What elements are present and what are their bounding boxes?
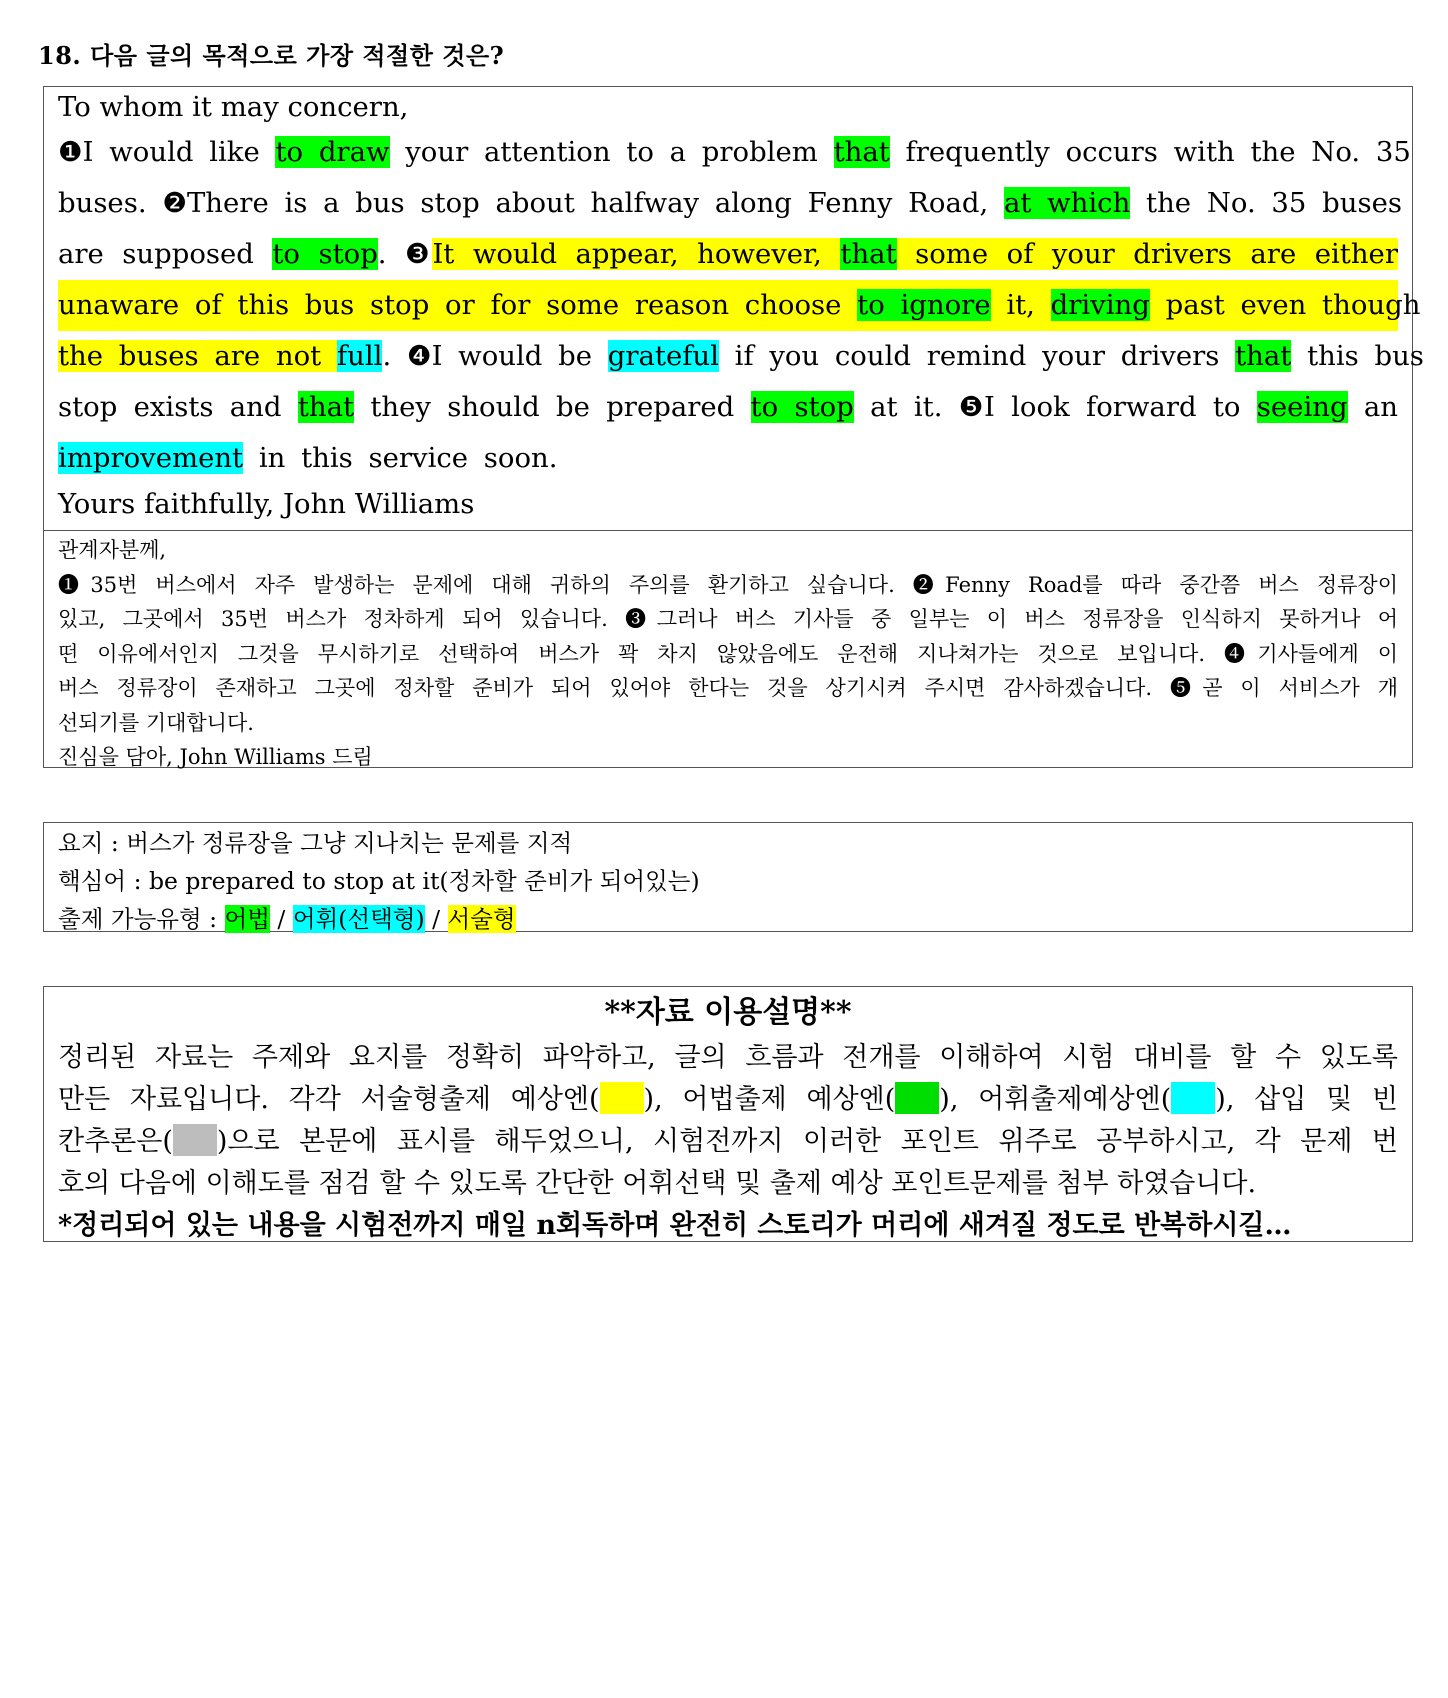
passage-line bbox=[58, 331, 1424, 382]
writing-highlight: the buses are not bbox=[58, 340, 337, 372]
question-types bbox=[58, 900, 1398, 938]
salutation: To whom it may concern, bbox=[58, 91, 409, 123]
translation-salutation: 관계자분께, bbox=[58, 538, 167, 562]
guide-note: *정리되어 있는 내용을 시험전까지 매일 n회독하며 완전히 스토리가 머리에 새겨질 정도로 반복하시길… bbox=[58, 1210, 1292, 1241]
guide-line bbox=[58, 1121, 1398, 1163]
translation-line: ❶35번 버스에서 자주 발생하는 문제에 대해 귀하의 주의를 환기하고 싶습니다. ❷Fenny Road를 따라 중간쯤 버스 정류장이 bbox=[58, 572, 1398, 597]
sentence-number: ❷ bbox=[162, 187, 187, 219]
passage-line bbox=[58, 229, 1398, 280]
separator: / bbox=[424, 905, 448, 933]
type-writing: 서술형 bbox=[447, 905, 516, 933]
text: ), 어법출제 예상엔( bbox=[643, 1084, 896, 1115]
sentence-number: ❸ bbox=[405, 238, 433, 270]
gist: 요지 : 버스가 정류장을 그냥 지나치는 문제를 지적 bbox=[58, 829, 573, 857]
separator: / bbox=[269, 905, 293, 933]
sentence-number: ❹ bbox=[406, 340, 432, 372]
closing: Yours faithfully, John Williams bbox=[58, 488, 475, 520]
grammar-highlight: to stop bbox=[750, 391, 854, 423]
text: if you could remind your drivers bbox=[718, 340, 1236, 372]
text: in this service soon. bbox=[243, 442, 558, 474]
text: unaware of this bus stop or for some reason choose bbox=[58, 289, 858, 321]
guide-title: **자료 이용설명** bbox=[604, 995, 852, 1030]
text: 만든 자료입니다. 각각 서술형출제 예상엔( bbox=[58, 1084, 600, 1115]
translation-line: 선되기를 기대합니다. bbox=[58, 710, 254, 735]
guide-line: 호의 다음에 이해도를 점검 할 수 있도록 간단한 어휘선택 및 출제 예상 포인트문제를 첨부 하였습니다. bbox=[58, 1168, 1257, 1199]
vocab-highlight: full bbox=[336, 340, 383, 372]
text: they should be prepared bbox=[354, 391, 751, 423]
passage-line bbox=[58, 178, 1402, 229]
text: this bus bbox=[1291, 340, 1424, 372]
type-grammar: 어법 bbox=[224, 905, 270, 933]
grammar-highlight: to ignore bbox=[857, 289, 991, 321]
grammar-highlight: driving bbox=[1050, 289, 1150, 321]
vocab-color-swatch bbox=[1171, 1082, 1215, 1114]
keyword: 핵심어 : be prepared to stop at it(정차할 준비가 되어있는) bbox=[58, 867, 700, 895]
text: )으로 본문에 표시를 해두었으니, 시험전까지 이러한 포인트 위주로 공부하시고, 각 문제 번 bbox=[216, 1126, 1398, 1157]
grammar-highlight: that bbox=[840, 238, 897, 270]
passage-english bbox=[44, 87, 1424, 524]
passage-line bbox=[58, 280, 1421, 331]
text: There is a bus stop about halfway along Fenny Road, bbox=[186, 187, 1004, 219]
text: I look forward to bbox=[983, 391, 1257, 423]
grammar-highlight: seeing bbox=[1256, 391, 1348, 423]
types-label: 출제 가능유형 : bbox=[58, 905, 225, 933]
text: . bbox=[382, 340, 407, 372]
text: an bbox=[1347, 391, 1398, 423]
passage-box bbox=[43, 86, 1424, 769]
grammar-highlight: to stop bbox=[272, 238, 378, 270]
translation-line: 있고, 그곳에서 35번 버스가 정차하게 되어 있습니다. ❸그러나 버스 기사들 중 일부는 이 버스 정류장을 인식하지 못하거나 어 bbox=[58, 607, 1398, 631]
passage-line bbox=[58, 382, 1398, 433]
sentence-number: ❶ bbox=[58, 136, 83, 168]
type-vocab: 어휘(선택형) bbox=[292, 905, 425, 933]
grammar-highlight: that bbox=[1235, 340, 1292, 372]
blank-color-swatch bbox=[173, 1124, 217, 1156]
translation-line: 떤 이유에서인지 그것을 무시하기로 선택하여 버스가 꽉 차지 않았음에도 운전해 지나쳐가는 것으로 보입니다. ❹기사들에게 이 bbox=[58, 641, 1398, 666]
guide-line: 정리된 자료는 주제와 요지를 정확히 파악하고, 글의 흐름과 전개를 이해하여 시험 대비를 할 수 있도록 bbox=[58, 1042, 1398, 1073]
text: I would be bbox=[431, 340, 608, 372]
usage-guide-box bbox=[43, 986, 1413, 1242]
grammar-highlight: that bbox=[297, 391, 355, 423]
text: at it. bbox=[853, 391, 959, 423]
text: ), 어휘출제예상엔( bbox=[939, 1084, 1172, 1115]
text: stop exists and bbox=[58, 391, 298, 423]
vocab-highlight: improvement bbox=[58, 442, 244, 474]
translation-closing: 진심을 담아, John Williams 드림 bbox=[58, 745, 373, 769]
grammar-highlight: that bbox=[833, 136, 890, 168]
text: your attention to a problem bbox=[389, 136, 834, 168]
translation-line: 버스 정류장이 존재하고 그곳에 정차할 준비가 되어 있어야 한다는 것을 상기시켜 주시면 감사하겠습니다. ❺곧 이 서비스가 개 bbox=[58, 676, 1398, 700]
writing-highlight: some of your drivers are either bbox=[896, 238, 1398, 270]
text: frequently occurs with the No. 35 bbox=[889, 136, 1411, 168]
text: buses. bbox=[58, 187, 163, 219]
passage-line bbox=[58, 433, 1398, 484]
text: the No. 35 buses bbox=[1130, 187, 1402, 219]
vocab-highlight: grateful bbox=[607, 340, 719, 372]
text: 칸추론은( bbox=[58, 1126, 173, 1157]
text: ), 삽입 및 빈 bbox=[1215, 1084, 1398, 1115]
text: past even though bbox=[1149, 289, 1421, 321]
grammar-highlight: to draw bbox=[275, 136, 390, 168]
sentence-number: ❺ bbox=[958, 391, 984, 423]
grammar-color-swatch bbox=[895, 1082, 939, 1114]
grammar-highlight: at which bbox=[1003, 187, 1131, 219]
text: it, bbox=[990, 289, 1051, 321]
text: I would like bbox=[82, 136, 276, 168]
passage-translation bbox=[44, 530, 1412, 775]
text: are supposed bbox=[58, 238, 273, 270]
writing-color-swatch bbox=[600, 1082, 644, 1114]
question-title: 18. 다음 글의 목적으로 가장 적절한 것은? bbox=[38, 41, 505, 70]
passage-line bbox=[58, 127, 1411, 178]
guide-line bbox=[58, 1079, 1398, 1121]
summary-box bbox=[43, 822, 1413, 932]
text: . bbox=[377, 238, 406, 270]
writing-highlight: It would appear, however, bbox=[432, 238, 841, 270]
